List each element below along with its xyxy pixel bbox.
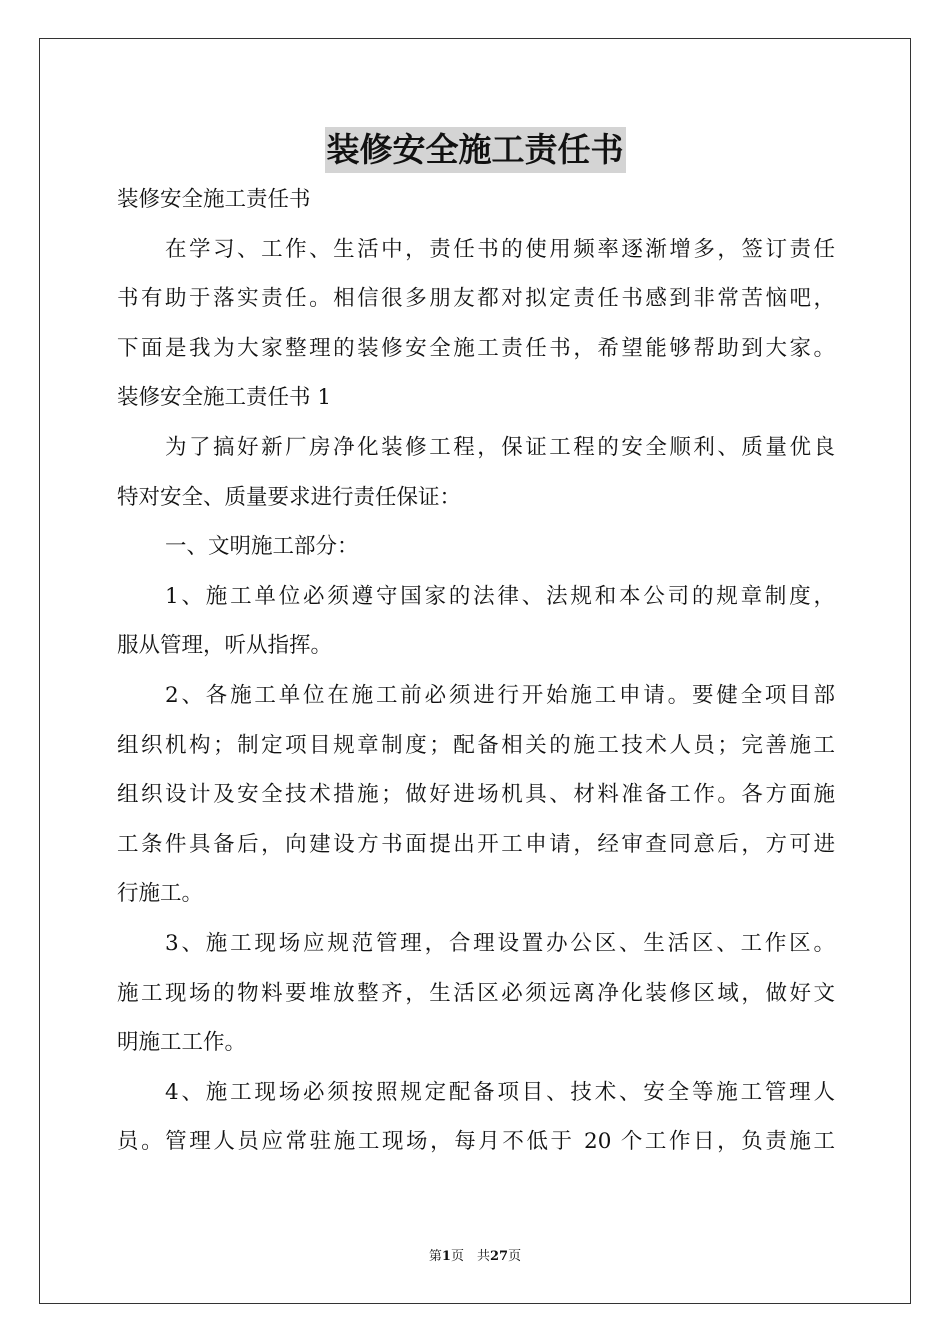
text-line: 装修安全施工责任书 xyxy=(117,187,311,212)
footer-page-total: 27 xyxy=(489,1249,509,1264)
text-line: 一、文明施工部分： xyxy=(165,534,359,560)
text-line: 装修安全施工责任书 1 xyxy=(117,385,332,411)
text-line: 组织设计及安全技术措施；做好进场机具、材料准备工作。各方面施 xyxy=(117,782,835,808)
text-line: 工条件具备后，向建设方书面提出开工申请，经审查同意后，方可进 xyxy=(117,831,835,857)
page-footer xyxy=(0,1248,950,1266)
text-line: 员。管理人员应常驻施工现场，每月不低于 20 个工作日，负责施工 xyxy=(117,1129,835,1155)
text-line: 在学习、工作、生活中，责任书的使用频率逐渐增多，签订责任 xyxy=(165,236,835,262)
footer-suffix: 页 xyxy=(508,1249,522,1264)
text-line: 明施工工作。 xyxy=(117,1030,247,1056)
document-body xyxy=(117,175,835,1167)
text-line: 行施工。 xyxy=(117,881,204,907)
text-line: 下面是我为大家整理的装修安全施工责任书，希望能够帮助到大家。 xyxy=(117,335,835,361)
text-line: 3、施工现场应规范管理，合理设置办公区、生活区、工作区。 xyxy=(165,930,835,956)
document-title-wrap xyxy=(0,127,950,173)
document-title: 装修安全施工责任书 xyxy=(325,127,626,173)
text-line: 4、施工现场必须按照规定配备项目、技术、安全等施工管理人 xyxy=(165,1079,835,1105)
text-line: 为了搞好新厂房净化装修工程，保证工程的安全顺利、质量优良 xyxy=(165,434,835,460)
text-line: 服从管理，听从指挥。 xyxy=(117,633,333,659)
text-line: 施工现场的物料要堆放整齐，生活区必须远离净化装修区域，做好文 xyxy=(117,980,835,1006)
text-line: 组织机构；制定项目规章制度；配备相关的施工技术人员；完善施工 xyxy=(117,732,835,758)
text-line: 书有助于落实责任。相信很多朋友都对拟定责任书感到非常苦恼吧， xyxy=(117,286,835,312)
footer-prefix: 第 xyxy=(428,1249,442,1264)
text-line: 1、施工单位必须遵守国家的法律、法规和本公司的规章制度， xyxy=(165,583,835,609)
text-line: 2、各施工单位在施工前必须进行开始施工申请。要健全项目部 xyxy=(165,682,835,708)
footer-mid: 页 共 xyxy=(450,1249,490,1264)
footer-page-current: 1 xyxy=(441,1249,451,1264)
text-line: 特对安全、质量要求进行责任保证： xyxy=(117,484,462,510)
